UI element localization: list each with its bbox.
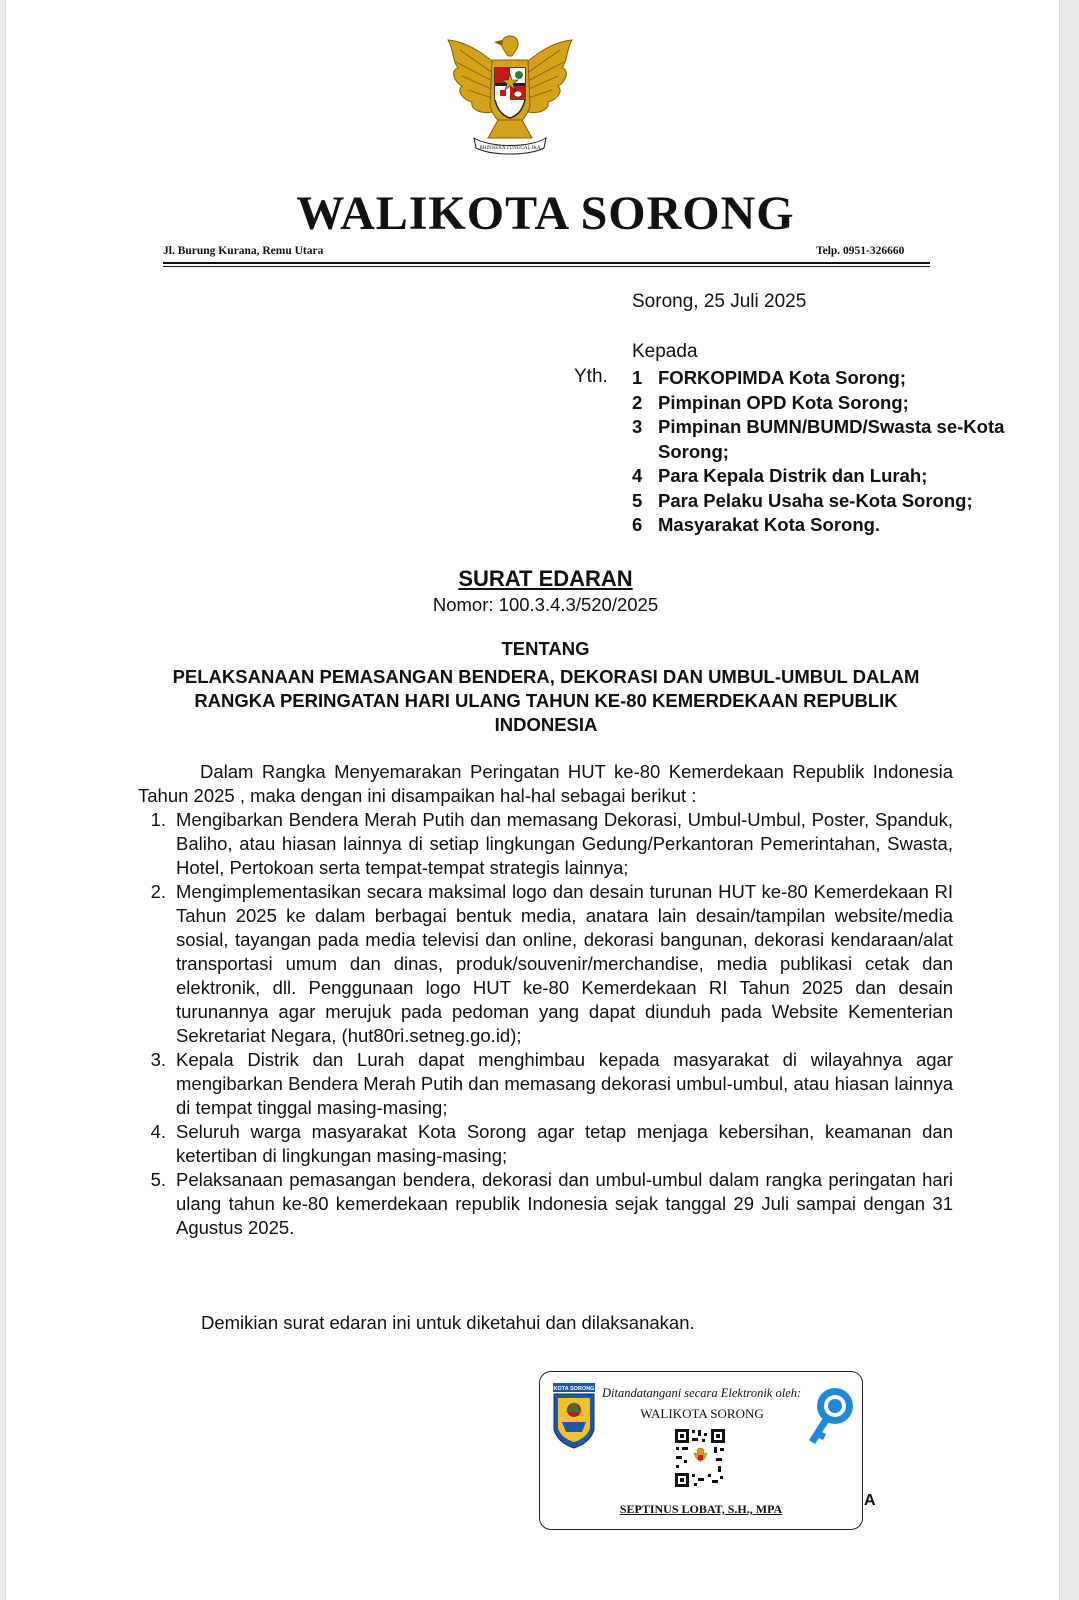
recipient-number: 3: [632, 416, 643, 437]
signature-tail-mark: A: [864, 1492, 876, 1509]
recipient-item: [632, 391, 1052, 416]
recipient-number: 6: [632, 514, 643, 535]
instruction-number: 3.: [150, 1049, 166, 1070]
bsre-key-logo-icon: [805, 1384, 855, 1446]
instruction-text: Pelaksanaan pemasangan bendera, dekorasi dan umbul-umbul dalam rangka peringatan hari ulang tahun ke-80 kemerdekaan republik Indonesia sejak tanggal 29 Juli sampai dengan 31 Agustus 2025.: [176, 1169, 953, 1238]
circular-title: SURAT EDARAN: [458, 566, 633, 591]
instruction-text: Mengimplementasikan secara maksimal logo dan desain turunan HUT ke-80 Kemerdekaan RI Tahun 2025 ke dalam berbagai bentuk media, anatara lain desain/tampilan website/media sosial, tayangan pada media televisi dan online, dekorasi bangunan, dekorasi kendaraan/alat transportasi umum dan dinas, produk/souvenir/merchandise, media publikasi cetak dan elektronik, dll. Penggunaan logo HUT ke-80 Kemerdekaan RI Tahun 2025 dan desain turunannya agar merujuk pada pedoman yang dapat diunduh pada Website Kementerian Sekretariat Negara, (hut80ri.setneg.go.id);: [176, 881, 953, 1046]
about-label: TENTANG: [501, 638, 590, 659]
recipient-text: Pimpinan BUMN/BUMD/Swasta se-Kota Sorong;: [658, 416, 1005, 462]
recipient-text: Pimpinan OPD Kota Sorong;: [658, 391, 909, 413]
recipient-number: 2: [632, 391, 643, 413]
recipient-list: [632, 366, 1052, 538]
recipient-item: [632, 464, 1052, 489]
letter-date: Sorong, 25 Juli 2025: [632, 291, 807, 312]
recipient-number: 1: [632, 367, 643, 388]
letterhead-title: WALIKOTA SORONG: [296, 187, 795, 240]
instruction-list: [138, 808, 953, 1240]
recipient-text: FORKOPIMDA Kota Sorong;: [658, 367, 907, 388]
recipient-text: Para Pelaku Usaha se-Kota Sorong;: [658, 489, 973, 511]
instruction-item: [138, 1048, 953, 1120]
signer-office: WALIKOTA SORONG: [640, 1406, 764, 1421]
instruction-text: Seluruh warga masyarakat Kota Sorong agar tetap menjaga kebersihan, keamanan dan ketertiban di lingkungan masing-masing;: [176, 1121, 953, 1166]
circular-subject: PELAKSANAAN PEMASANGAN BENDERA, DEKORASI DAN UMBUL-UMBUL DALAM RANGKA PERINGATAN HARI ULANG TAHUN KE-80 KEMERDEKAAN REPUBLIK INDONESIA: [172, 666, 920, 735]
to-label: Kepada: [632, 341, 698, 362]
instruction-item: [138, 880, 953, 1048]
recipient-item: [632, 513, 1052, 538]
recipient-text: Para Kepala Distrik dan Lurah;: [658, 465, 928, 486]
letterhead-phone: Telp. 0951-326660: [816, 245, 905, 257]
instruction-item: [138, 808, 953, 880]
e-sign-note: Ditandatangani secara Elektronik oleh:: [602, 1386, 802, 1400]
letterhead-address: Jl. Burung Kurana, Remu Utara: [163, 245, 324, 257]
qr-code-icon: [674, 1428, 726, 1488]
letterhead-rule-thin: [163, 266, 930, 267]
instruction-number: 1.: [150, 809, 166, 830]
recipient-text: Masyarakat Kota Sorong.: [658, 514, 881, 535]
svg-text:BHINNEKA TUNGGAL IKA: BHINNEKA TUNGGAL IKA: [479, 146, 541, 151]
svg-text:KOTA SORONG: KOTA SORONG: [553, 1386, 595, 1392]
instruction-number: 5.: [150, 1169, 166, 1190]
yth-label: Yth.: [574, 366, 608, 387]
garuda-emblem-icon: [440, 20, 580, 160]
circular-number: Nomor: 100.3.4.3/520/2025: [432, 594, 659, 615]
instruction-number: 4.: [150, 1121, 166, 1142]
letterhead-rule: [163, 262, 930, 264]
closing-sentence: Demikian surat edaran ini untuk diketahui dan dilaksanakan.: [201, 1312, 695, 1333]
recipient-item: [632, 366, 1052, 391]
instruction-text: Kepala Distrik dan Lurah dapat menghimbau kepada masyarakat di wilayahnya agar mengibarkan Bendera Merah Putih dan memasang dekorasi umbul-umbul, atau hiasan lainnya di tempat tinggal masing-masing;: [176, 1049, 953, 1118]
recipient-item: [632, 415, 1052, 464]
instruction-item: [138, 1168, 953, 1240]
instruction-number: 2.: [150, 881, 166, 902]
recipient-number: 5: [632, 489, 643, 511]
recipient-item: [632, 489, 1052, 514]
intro-paragraph: Dalam Rangka Menyemarakan Peringatan HUT ke-80 Kemerdekaan Republik Indonesia Tahun 2025 , maka dengan ini disampaikan hal-hal sebagai berikut :: [138, 761, 953, 806]
kota-sorong-logo-icon: [552, 1382, 596, 1450]
document-page: [6, 0, 1059, 1600]
electronic-signature-box: [539, 1371, 863, 1530]
instruction-item: [138, 1120, 953, 1168]
instruction-text: Mengibarkan Bendera Merah Putih dan memasang Dekorasi, Umbul-Umbul, Poster, Spanduk, Baliho, atau hiasan lainnya di setiap lingkungan Gedung/Perkantoran Pemerintahan, Swasta, Hotel, Pertokoan serta tempat-tempat strategis lainnya;: [176, 809, 953, 878]
recipient-number: 4: [632, 465, 643, 486]
signer-name: SEPTINUS LOBAT, S.H., MPA: [619, 1502, 783, 1516]
